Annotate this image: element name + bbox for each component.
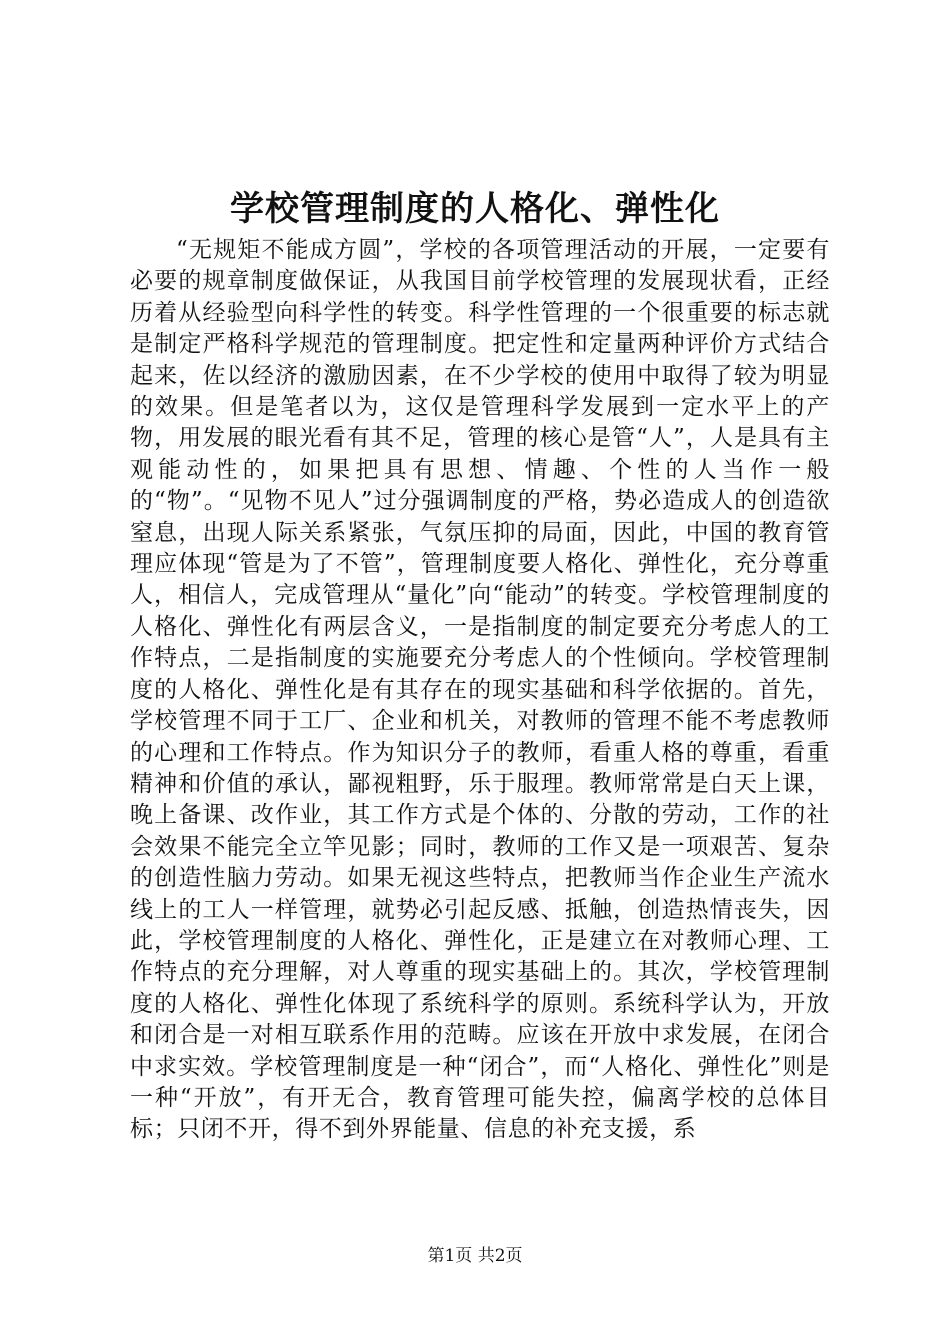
page-total: 共2页: [477, 1246, 523, 1266]
page-footer: [0, 1245, 950, 1267]
document-title: 学校管理制度的人格化、弹性化: [230, 189, 720, 229]
document-body-paragraph: “无规矩不能成方圆”，学校的各项管理活动的开展，一定要有必要的规章制度做保证，从我国目前学校管理的发展现状看，正经历着从经验型向科学性的转变。科学性管理的一个很重要的标志就是制定严格科学规范的管理制度。把定性和定量两种评价方式结合起来，佐以经济的激励因素，在不少学校的使用中取得了较为明显的效果。但是笔者以为，这仅是管理科学发展到一定水平上的产物，用发展的眼光看有其不足，管理的核心是管“人”，人是具有主观能动性的，如果把具有思想、情趣、个性的人当作一般的“物”。“见物不见人”过分强调制度的严格，势必造成人的创造欲窒息，出现人际关系紧张，气氛压抑的局面，因此，中国的教育管理应体现“管是为了不管”，管理制度要人格化、弹性化，充分尊重人，相信人，完成管理从“量化”向“能动”的转变。学校管理制度的人格化、弹性化有两层含义，一是指制度的制定要充分考虑人的工作特点，二是指制度的实施要充分考虑人的个性倾向。学校管理制度的人格化、弹性化是有其存在的现实基础和科学依据的。首先，学校管理不同于工厂、企业和机关，对教师的管理不能不考虑教师的心理和工作特点。作为知识分子的教师，看重人格的尊重，看重精神和价值的承认，鄙视粗野，乐于服理。教师常常是白天上课，晚上备课、改作业，其工作方式是个体的、分散的劳动，工作的社会效果不能完全立竿见影；同时，教师的工作又是一项艰苦、复杂的创造性脑力劳动。如果无视这些特点，把教师当作企业生产流水线上的工人一样管理，就势必引起反感、抵触，创造热情丧失，因此，学校管理制度的人格化、弹性化，正是建立在对教师心理、工作特点的充分理解，对人尊重的现实基础上的。其次，学校管理制度的人格化、弹性化体现了系统科学的原则。系统科学认为，开放和闭合是一对相互联系作用的范畴。应该在开放中求发展，在闭合中求实效。学校管理制度是一种“闭合”，而“人格化、弹性化”则是一种“开放”，有开无合，教育管理可能失控，偏离学校的总体目标；只闭不开，得不到外界能量、信息的补充支援，系: [130, 237, 830, 1143]
page-number: 第1页: [427, 1246, 473, 1266]
